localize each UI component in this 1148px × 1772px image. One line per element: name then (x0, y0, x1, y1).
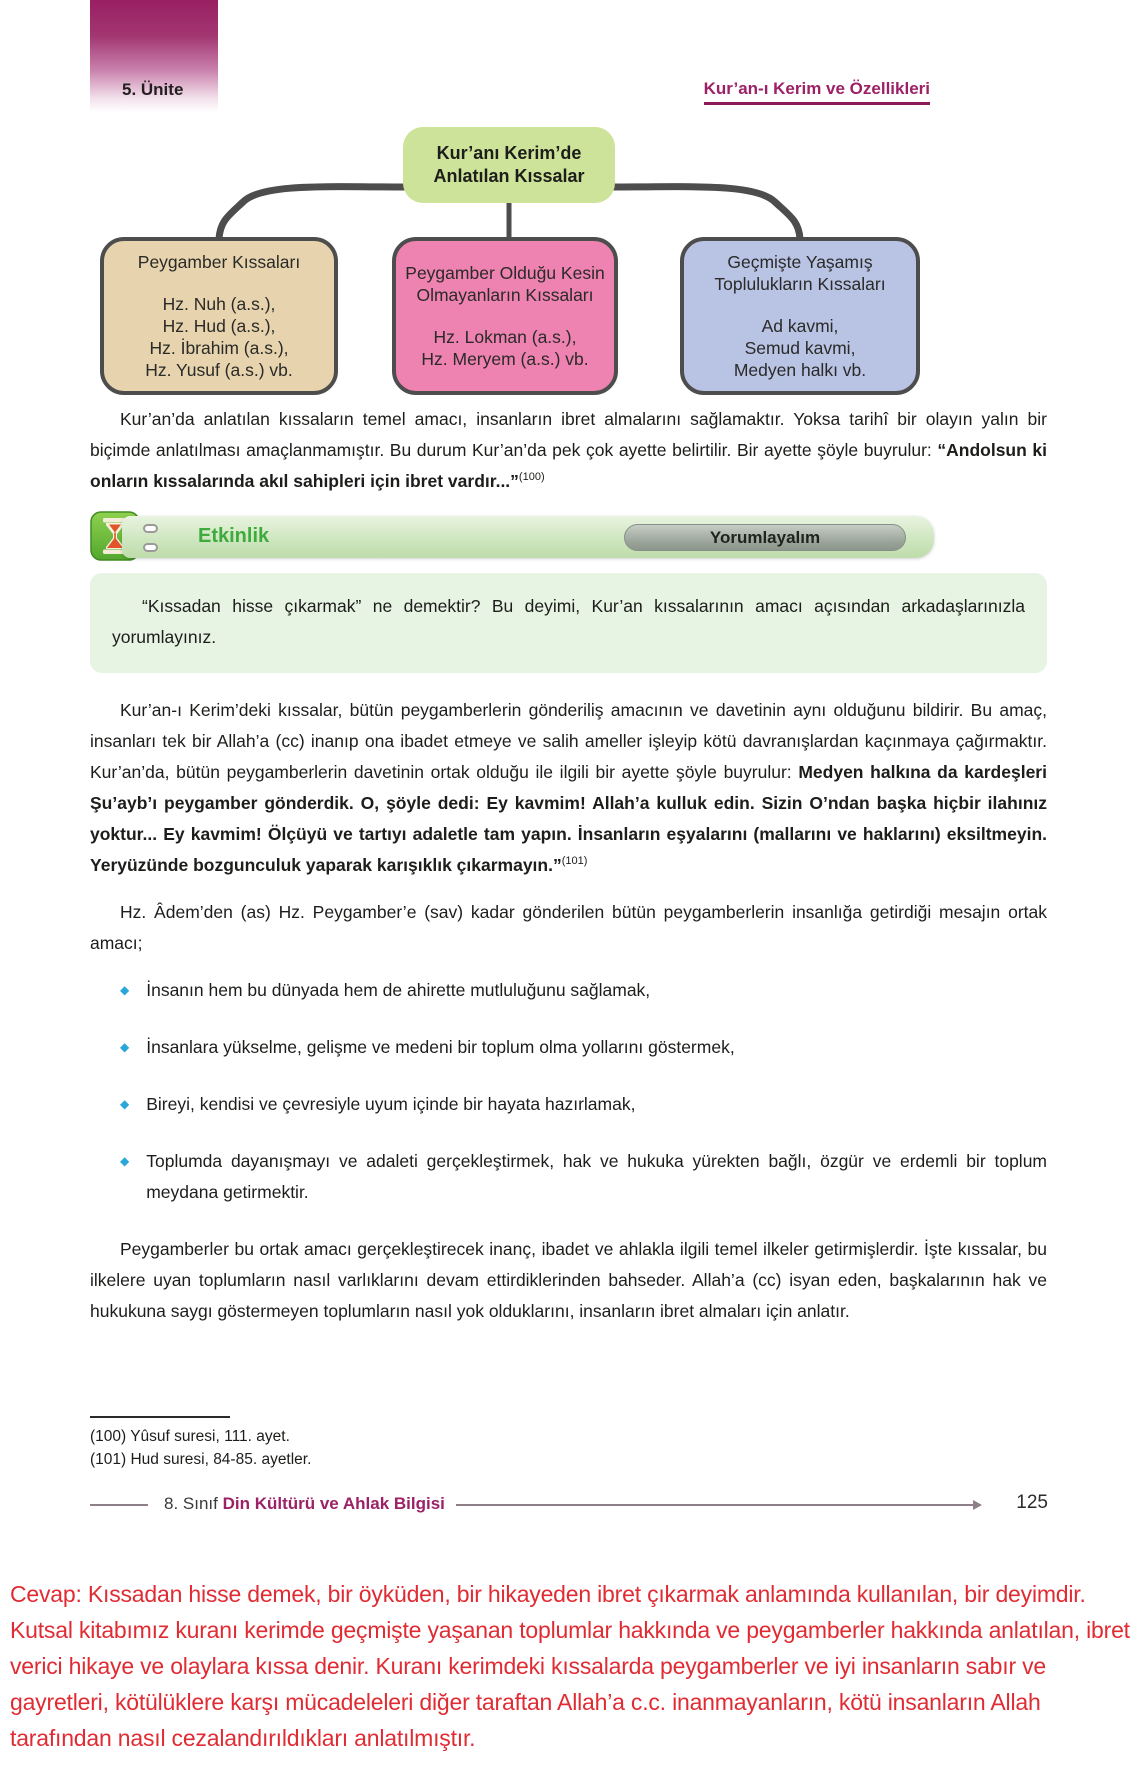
footer-rule-right (456, 1504, 974, 1506)
binder-ring-icon (143, 524, 158, 533)
box-item: Hz. İbrahim (a.s.), (149, 338, 289, 358)
footnote-ref-100: (100) (518, 471, 545, 484)
list-item (120, 1032, 1047, 1063)
student-answer-text: Cevap: Kıssadan hisse demek, bir öyküden, bir hikayeden ibret çıkarmak anlamında kullanılan, bir deyimdir. Kutsal kitabımız kuranı kerimde geçmişte yaşanan toplumlar hakkında ve peygamberler hakkında anlatılan, ibret verici hikaye ve olaylara kıssa denir. Kuranı kerimdeki kıssalarda peygamberler ve iyi insanların sabır ve gayretleri, kötülüklere karşı mücadeleleri diğer taraftan Allah’a c.c. inanmayanların, kötü insanların Allah tarafından nasıl cezalandırıldıkları anlatılmıştır. (10, 1581, 1130, 1751)
box-item: Semud kavmi, (744, 338, 856, 358)
diagram-root-box (403, 127, 615, 203)
page-number: 125 (1016, 1492, 1048, 1513)
paragraph-1-quote: “Andolsun ki onların kıssalarında akıl sahipleri için ibret vardır...” (90, 440, 1047, 491)
footnotes (90, 1416, 311, 1471)
page-footer (90, 1492, 1048, 1518)
diamond-bullet-icon: ◆ (120, 1040, 130, 1054)
chapter-title: Kur’an-ı Kerim ve Özellikleri (704, 79, 930, 105)
footnote-rule (90, 1416, 230, 1418)
box-title: Peygamber Kıssaları (137, 252, 301, 272)
list-item (120, 1089, 1047, 1120)
box-item: Hz. Lokman (a.s.), (433, 327, 577, 347)
footer-book-title (164, 1494, 445, 1514)
activity-tag-yorumlayalim: Yorumlayalım (624, 524, 906, 551)
diagram-box-gecmis-topluluklar (680, 237, 920, 395)
box-item: Ad kavmi, (761, 316, 839, 336)
kissalar-diagram (0, 125, 1148, 405)
activity-panel (90, 573, 1047, 673)
box-item: Hz. Hud (a.s.), (162, 316, 276, 336)
box-title: Peygamber Olduğu Kesin Olmayanların Kıssaları (405, 263, 605, 305)
binder-ring-icon (143, 543, 158, 552)
activity-label: Etkinlik (198, 525, 270, 547)
root-box-line1: Kur’anı Kerim’de (436, 143, 582, 163)
paragraph-1 (90, 404, 1047, 497)
diamond-bullet-icon: ◆ (120, 1154, 130, 1168)
box-item: Hz. Nuh (a.s.), (162, 294, 276, 314)
paragraph-2-text: Kur’an-ı Kerim’deki kıssalar, bütün peygamberlerin gönderiliş amacının ve davetinin aynı olduğunu bildirir. Bu amaç, insanları tek bir Allah’a (cc) inanıp ona ibadet etmeye ve salih ameller işleyip kötü davranışlardan kaçınmaya çağırmaktır. Kur’an’da, bütün peygamberlerin davetinin ortak olduğu ile ilgili bir ayette şöyle buyrulur: (90, 700, 1047, 782)
list-item (120, 975, 1047, 1006)
box-title: Geçmişte Yaşamış Toplulukların Kıssaları (714, 252, 886, 294)
footer-rule-left (90, 1504, 148, 1506)
list-item-text: Toplumda dayanışmayı ve adaleti gerçekleştirmek, hak ve hukuka yürekten bağlı, özgür ve erdemli bir toplum meydana getirmektir. (146, 1151, 1047, 1202)
footnote-101: (101) Hud suresi, 84-85. ayetler. (90, 1451, 312, 1468)
activity-question: “Kıssadan hisse çıkarmak” ne demektir? Bu deyimi, Kur’an kıssalarının amacı açısından arkadaşlarınızla yorumlayınız. (112, 596, 1025, 647)
box-item: Hz. Yusuf (a.s.) vb. (145, 360, 293, 380)
unit-label: 5. Ünite (122, 80, 184, 99)
box-item: Medyen halkı vb. (733, 360, 867, 380)
activity-title-bar (122, 516, 934, 558)
paragraph-4: Peygamberler bu ortak amacı gerçekleştirecek inanç, ibadet ve ahlakla ilgili temel ilkeler getirmişlerdir. İşte kıssalar, bu ilkelere uyan toplumların nasıl varlıklarını devam ettirdiklerinden bahseder. Allah’a (cc) isyan eden, başkalarının hak ve hukukuna saygı göstermeyen toplumların nasıl yok olduklarını, insanların ibret almaları için anlatır. (90, 1239, 1047, 1321)
activity-header (90, 513, 1047, 563)
footnote-100: (100) Yûsuf suresi, 111. ayet. (90, 1428, 290, 1445)
list-item-text: İnsanlara yükselme, gelişme ve medeni bir toplum olma yollarını göstermek, (146, 1037, 735, 1057)
footer-book-name: Din Kültürü ve Ahlak Bilgisi (222, 1494, 445, 1513)
main-content (90, 404, 1047, 1343)
footer-arrow-icon (973, 1500, 982, 1510)
diamond-bullet-icon: ◆ (120, 983, 130, 997)
paragraph-2-quote: Medyen halkına da kardeşleri Şu’ayb’ı peygamber gönderdik. O, şöyle dedi: Ey kavmim! Allah’a kulluk edin. Sizin O’ndan başka hiçbir ilahınız yoktur... Ey kavmim! Ölçüyü ve tartıyı adaletle tam yapın. İnsanların eşyalarını (mallarını ve haklarını) eksiltmeyin. Yeryüzünde bozgunculuk yaparak karışıklık çıkarmayın.” (90, 762, 1047, 875)
diamond-bullet-icon: ◆ (120, 1097, 130, 1111)
paragraph-3: Hz. Âdem’den (as) Hz. Peygamber’e (sav) kadar gönderilen bütün peygamberlerin insanlığa getirdiği mesajın ortak amacı; (90, 902, 1047, 953)
list-item-text: Bireyi, kendisi ve çevresiyle uyum içinde bir hayata hazırlamak, (146, 1094, 636, 1114)
diagram-box-kesin-olmayanlar (392, 237, 618, 395)
root-box-line2: Anlatılan Kıssalar (433, 166, 585, 186)
list-item (120, 1146, 1047, 1208)
diagram-box-peygamber-kissalari (100, 237, 338, 395)
paragraph-2 (90, 695, 1047, 881)
paragraph-1-text: Kur’an’da anlatılan kıssaların temel amacı, insanların ibret almalarını sağlamaktır. Yoksa tarihî bir olayın yalın bir biçimde anlatılması amaçlanmamıştır. Bu durum Kur’an’da pek çok ayette belirtilir. Bir ayette şöyle buyrulur: (90, 409, 1047, 460)
footer-grade: 8. Sınıf (164, 1494, 223, 1513)
box-item: Hz. Meryem (a.s.) vb. (421, 349, 589, 369)
list-item-text: İnsanın hem bu dünyada hem de ahirette mutluluğunu sağlamak, (146, 980, 651, 1000)
purpose-bullet-list (90, 975, 1047, 1208)
footnote-ref-101: (101) (561, 855, 588, 868)
